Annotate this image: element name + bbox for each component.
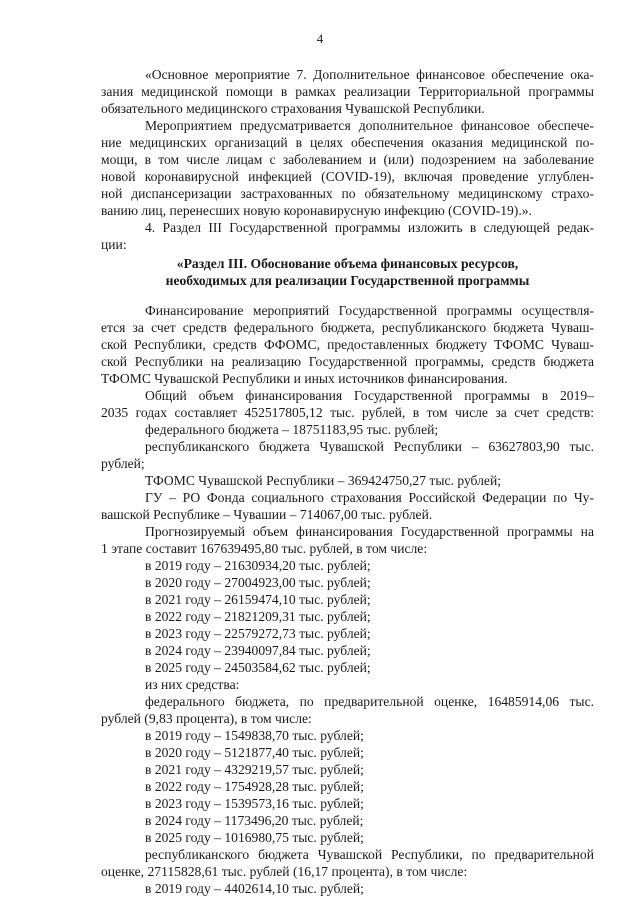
text-line: ние медицинских организаций в целях обеспечения оказания медицинской по-	[101, 135, 594, 150]
text-line: Общий объем финансирования Государственной программы в 2019–	[145, 388, 594, 403]
list-item: в 2020 году – 5121877,40 тыс. рублей;	[145, 745, 364, 760]
page-number: 4	[316, 31, 324, 46]
text-line: ной диспансеризации застрахованных по обязательному медицинскому страхо-	[101, 186, 594, 201]
text-line: 2035 годах составляет 452517805,12 тыс. рублей, в том числе за счет средств:	[101, 405, 594, 420]
text-line: рублей (9,83 процента), в том числе:	[101, 711, 312, 726]
text-line: оценке, 27115828,61 тыс. рублей (16,17 процента), в том числе:	[101, 864, 468, 879]
text-line: из них средства:	[145, 677, 240, 692]
text-line: ТФОМС Чувашской Республики и иных источников финансирования.	[101, 371, 508, 386]
list-item: в 2019 году – 1549838,70 тыс. рублей;	[145, 728, 364, 743]
text-line: вашской Республике – Чувашии – 714067,00 тыс. рублей.	[101, 507, 433, 522]
text-line: Прогнозируемый объем финансирования Государственной программы на	[145, 524, 594, 539]
text-line: обязательного медицинского страхования Чувашской Республики.	[101, 101, 485, 116]
text-line: федерального бюджета – 18751183,95 тыс. рублей;	[145, 422, 439, 437]
text-line: республиканского бюджета Чувашской Республики – 63627803,90 тыс.	[145, 439, 594, 454]
text-line: 4. Раздел III Государственной программы изложить в следующей редак-	[145, 220, 594, 235]
section-heading: «Раздел III. Обоснование объема финансовых ресурсов,	[176, 256, 519, 271]
list-item: в 2022 году – 21821209,31 тыс. рублей;	[145, 609, 371, 624]
text-line: ванию лиц, перенесших новую коронавирусную инфекцию (COVID-19).».	[101, 203, 532, 218]
list-item: в 2025 году – 1016980,75 тыс. рублей;	[145, 830, 364, 845]
text-line: рублей;	[101, 456, 145, 471]
text-line: «Основное мероприятие 7. Дополнительное финансовое обеспечение ока-	[145, 67, 594, 82]
text-line: ГУ – РО Фонда социального страхования Российской Федерации по Чу-	[145, 490, 594, 505]
list-item: в 2023 году – 22579272,73 тыс. рублей;	[145, 626, 371, 641]
list-item: в 2019 году – 4402614,10 тыс. рублей;	[145, 881, 364, 896]
text-line: ТФОМС Чувашской Республики – 369424750,27 тыс. рублей;	[145, 473, 502, 488]
text-line: республиканского бюджета Чувашской Республики, по предварительной	[145, 847, 594, 862]
text-line: Мероприятием предусматривается дополнительное финансовое обеспече-	[145, 118, 594, 133]
list-item: в 2021 году – 26159474,10 тыс. рублей;	[145, 592, 371, 607]
list-item: в 2024 году – 23940097,84 тыс. рублей;	[145, 643, 371, 658]
text-line: ской Республики на реализацию Государственной программы, средств бюджета	[101, 354, 594, 369]
list-item: в 2019 году – 21630934,20 тыс. рублей;	[145, 558, 371, 573]
list-item: в 2025 году – 24503584,62 тыс. рублей;	[145, 660, 371, 675]
text-line: федерального бюджета, по предварительной оценке, 16485914,06 тыс.	[145, 694, 594, 709]
text-line: ции:	[101, 237, 127, 252]
text-line: ской Республики, средств ФФОМС, предоставленных бюджету ТФОМС Чуваш-	[101, 337, 594, 352]
text-line: 1 этапе составит 167639495,80 тыс. рублей, в том числе:	[101, 541, 428, 556]
text-line: новой коронавирусной инфекцией (COVID-19), включая проведение углублен-	[101, 169, 594, 184]
list-item: в 2020 году – 27004923,00 тыс. рублей;	[145, 575, 371, 590]
list-item: в 2022 году – 1754928,28 тыс. рублей;	[145, 779, 364, 794]
text-line: Финансирование мероприятий Государственной программы осуществля-	[145, 303, 594, 318]
list-item: в 2024 году – 1173496,20 тыс. рублей;	[145, 813, 364, 828]
list-item: в 2021 году – 4329219,57 тыс. рублей;	[145, 762, 364, 777]
text-line: зания медицинской помощи в рамках реализации Территориальной программы	[101, 84, 594, 99]
section-heading: необходимых для реализации Государственной программы	[165, 273, 530, 288]
text-line: ется за счет средств федерального бюджета, республиканского бюджета Чуваш-	[101, 320, 594, 335]
list-item: в 2023 году – 1539573,16 тыс. рублей;	[145, 796, 364, 811]
text-line: мощи, в том числе лицам с заболеванием и (или) подозрением на заболевание	[101, 152, 594, 167]
